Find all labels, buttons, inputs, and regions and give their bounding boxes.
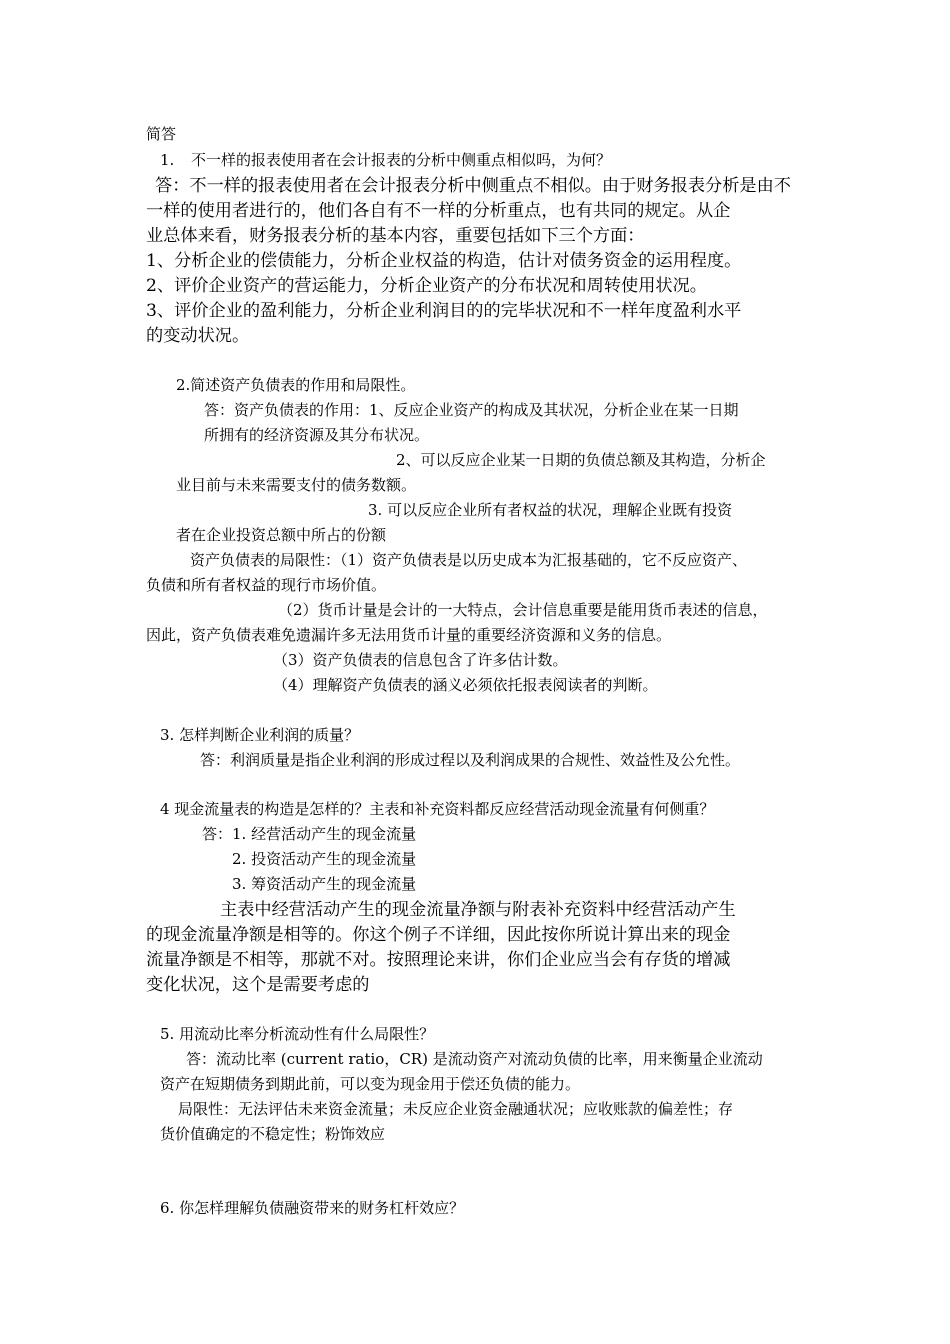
q2-answer-line: 2、可以反应企业某一日期的负债总额及其构造，分析企	[396, 451, 766, 469]
q1-number: 1.	[160, 151, 175, 169]
q4-note-line: 流量净额是不相等，那就不对。按照理论来讲，你们企业应当会有存货的增减	[146, 950, 731, 970]
q4-answer-line: 3. 筹资活动产生的现金流量	[232, 875, 417, 893]
q5-question: 5. 用流动比率分析流动性有什么局限性？	[160, 1025, 435, 1043]
q4-note-line: 主表中经营活动产生的现金流量净额与附表补充资料中经营活动产生	[220, 900, 736, 920]
q2-answer-line: 业目前与未来需要支付的债务数额。	[176, 476, 417, 494]
q5-answer-line: 答：流动比率 (current ratio，CR) 是流动资产对流动负债的比率，用来衡量企业流动	[186, 1050, 763, 1068]
q5-limitation-line: 货价值确定的不稳定性；粉饰效应	[160, 1125, 386, 1143]
q3-answer: 答：利润质量是指企业利润的形成过程以及利润成果的合规性、效益性及公允性。	[200, 751, 741, 769]
q5-answer-line: 资产在短期债务到期此前，可以变为现金用于偿还负债的能力。	[160, 1075, 581, 1093]
q1-point-2: 2、评价企业资产的营运能力，分析企业资产的分布状况和周转使用状况。	[146, 276, 707, 296]
q1-point-1: 1、分析企业的偿债能力，分析企业权益的构造，估计对债务资金的运用程度。	[146, 251, 742, 271]
q2-limitation-line: 因此，资产负债表难免遗漏许多无法用货币计量的重要经济资源和义务的信息。	[146, 626, 672, 644]
q1-answer-line: 业总体来看，财务报表分析的基本内容，重要包括如下三个方面：	[146, 226, 645, 246]
q1-question: 不一样的报表使用者在会计报表的分析中侧重点相似吗，为何？	[191, 151, 612, 169]
q1-answer-line: 一样的使用者进行的，他们各自有不一样的分析重点，也有共同的规定。从企	[146, 201, 731, 221]
q2-limitation-line: 资产负债表的局限性：（1）资产负债表是以历史成本为汇报基础的，它不反应资产、	[190, 551, 748, 569]
q2-limitation-line: 负债和所有者权益的现行市场价值。	[146, 576, 387, 594]
q2-question: 2.简述资产负债表的作用和局限性。	[176, 376, 416, 394]
q1-answer-line: 答：不一样的报表使用者在会计报表分析中侧重点不相似。由于财务报表分析是由不	[155, 176, 791, 196]
q1-point-3: 3、评价企业的盈利能力，分析企业利润目的的完毕状况和不一样年度盈利水平	[146, 301, 742, 321]
q5-limitation-line: 局限性：无法评估未来资金流量；未反应企业资金融通状况；应收账款的偏差性；存	[178, 1100, 734, 1118]
q2-answer-line: 所拥有的经济资源及其分布状况。	[204, 426, 430, 444]
q4-note-line: 变化状况，这个是需要考虑的	[146, 975, 370, 995]
q4-answer-line: 答：1. 经营活动产生的现金流量	[202, 825, 417, 843]
q4-note-line: 的现金流量净额是相等的。你这个例子不详细，因此按你所说计算出来的现金	[146, 925, 731, 945]
q2-limitation-line: （2）货币计量是会计的一大特点，会计信息重要是能用货币表述的信息，	[278, 601, 768, 619]
q2-answer-line: 3. 可以反应企业所有者权益的状况，理解企业既有投资	[368, 501, 733, 519]
q4-answer-line: 2. 投资活动产生的现金流量	[232, 850, 417, 868]
q3-question: 3. 怎样判断企业利润的质量？	[160, 726, 360, 744]
q2-answer-line: 者在企业投资总额中所占的份额	[176, 526, 387, 544]
q6-question: 6. 你怎样理解负债融资带来的财务杠杆效应？	[160, 1199, 465, 1217]
q4-question: 4 现金流量表的构造是怎样的？主表和补充资料都反应经营活动现金流量有何侧重？	[160, 800, 715, 818]
section-heading: 简答	[146, 125, 177, 143]
q2-answer-line: 答：资产负债表的作用：1、反应企业资产的构成及其状况，分析企业在某一日期	[204, 401, 739, 419]
q2-limitation-line: （3）资产负债表的信息包含了许多估计数。	[273, 651, 568, 669]
q1-answer-line: 的变动状况。	[146, 326, 250, 346]
q2-limitation-line: （4）理解资产负债表的涵义必须依托报表阅读者的判断。	[273, 676, 658, 694]
